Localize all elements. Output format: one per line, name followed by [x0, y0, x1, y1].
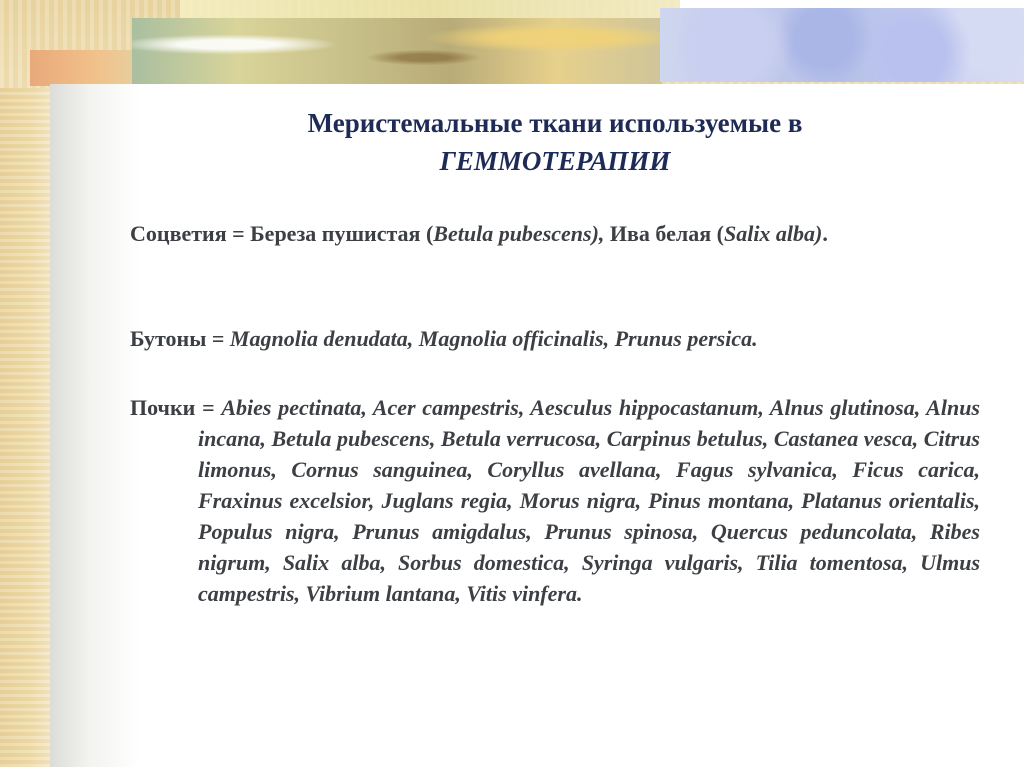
- slide-title: [130, 104, 980, 180]
- russian-text: .: [822, 221, 828, 246]
- title-line-1: Меристемальные ткани используемые в: [307, 108, 803, 138]
- equals-sign: =: [206, 326, 230, 351]
- paragraph-body: [130, 392, 980, 609]
- paragraph-inflorescences: [130, 218, 980, 249]
- latin-species-text: Magnolia denudata, Magnolia officinalis, Prunus persica.: [229, 326, 758, 351]
- decorative-blue-flower-photo: [660, 8, 1024, 82]
- decorative-flower-photo-strip: [132, 18, 662, 84]
- latin-species-text: Abies pectinata, Acer campestris, Aesculus hippocastanum, Alnus glutinosa, Alnus incana, Betula pubescens, Betula verrucosa, Carpinus betulus, Castanea vesca, Citrus limonus, Cornus sanguinea, Coryllus avellana, Fagus sylvanica, Ficus carica, Fraxinus excelsior, Juglans regia, Morus nigra, Pinus montana, Platanus orientalis, Populus nigra, Prunus amigdalus, Prunus spinosa, Quercus peduncolata, Ribes nigrum, Salix alba, Sorbus domestica, Syringa vulgaris, Tilia tomentosa, Ulmus campestris, Vibrium lantana, Vitis vinfera.: [198, 395, 980, 606]
- paragraph-body: [130, 323, 980, 354]
- equals-sign: =: [226, 221, 251, 246]
- parchment-left-strip: [0, 0, 50, 767]
- latin-species-text: Salix alba): [723, 221, 823, 246]
- russian-text: Ива белая (: [604, 221, 724, 246]
- latin-species-text: Betula pubescens),: [433, 221, 605, 246]
- paragraph-label: Почки: [130, 395, 196, 420]
- paragraph-label: Соцветия: [130, 221, 227, 246]
- title-line-2: ГЕММОТЕРАПИИ: [439, 146, 671, 176]
- paragraph-label: Бутоны: [130, 326, 207, 351]
- russian-text: Береза пушистая (: [250, 221, 434, 246]
- decorative-flower-photo-top: [180, 0, 680, 20]
- paragraph-buds-leaf: [130, 392, 980, 609]
- paragraph-buds-flower: [130, 323, 980, 354]
- equals-sign: =: [195, 395, 222, 420]
- decorative-flower-photo-left: [30, 50, 140, 86]
- paragraph-body: [130, 218, 980, 249]
